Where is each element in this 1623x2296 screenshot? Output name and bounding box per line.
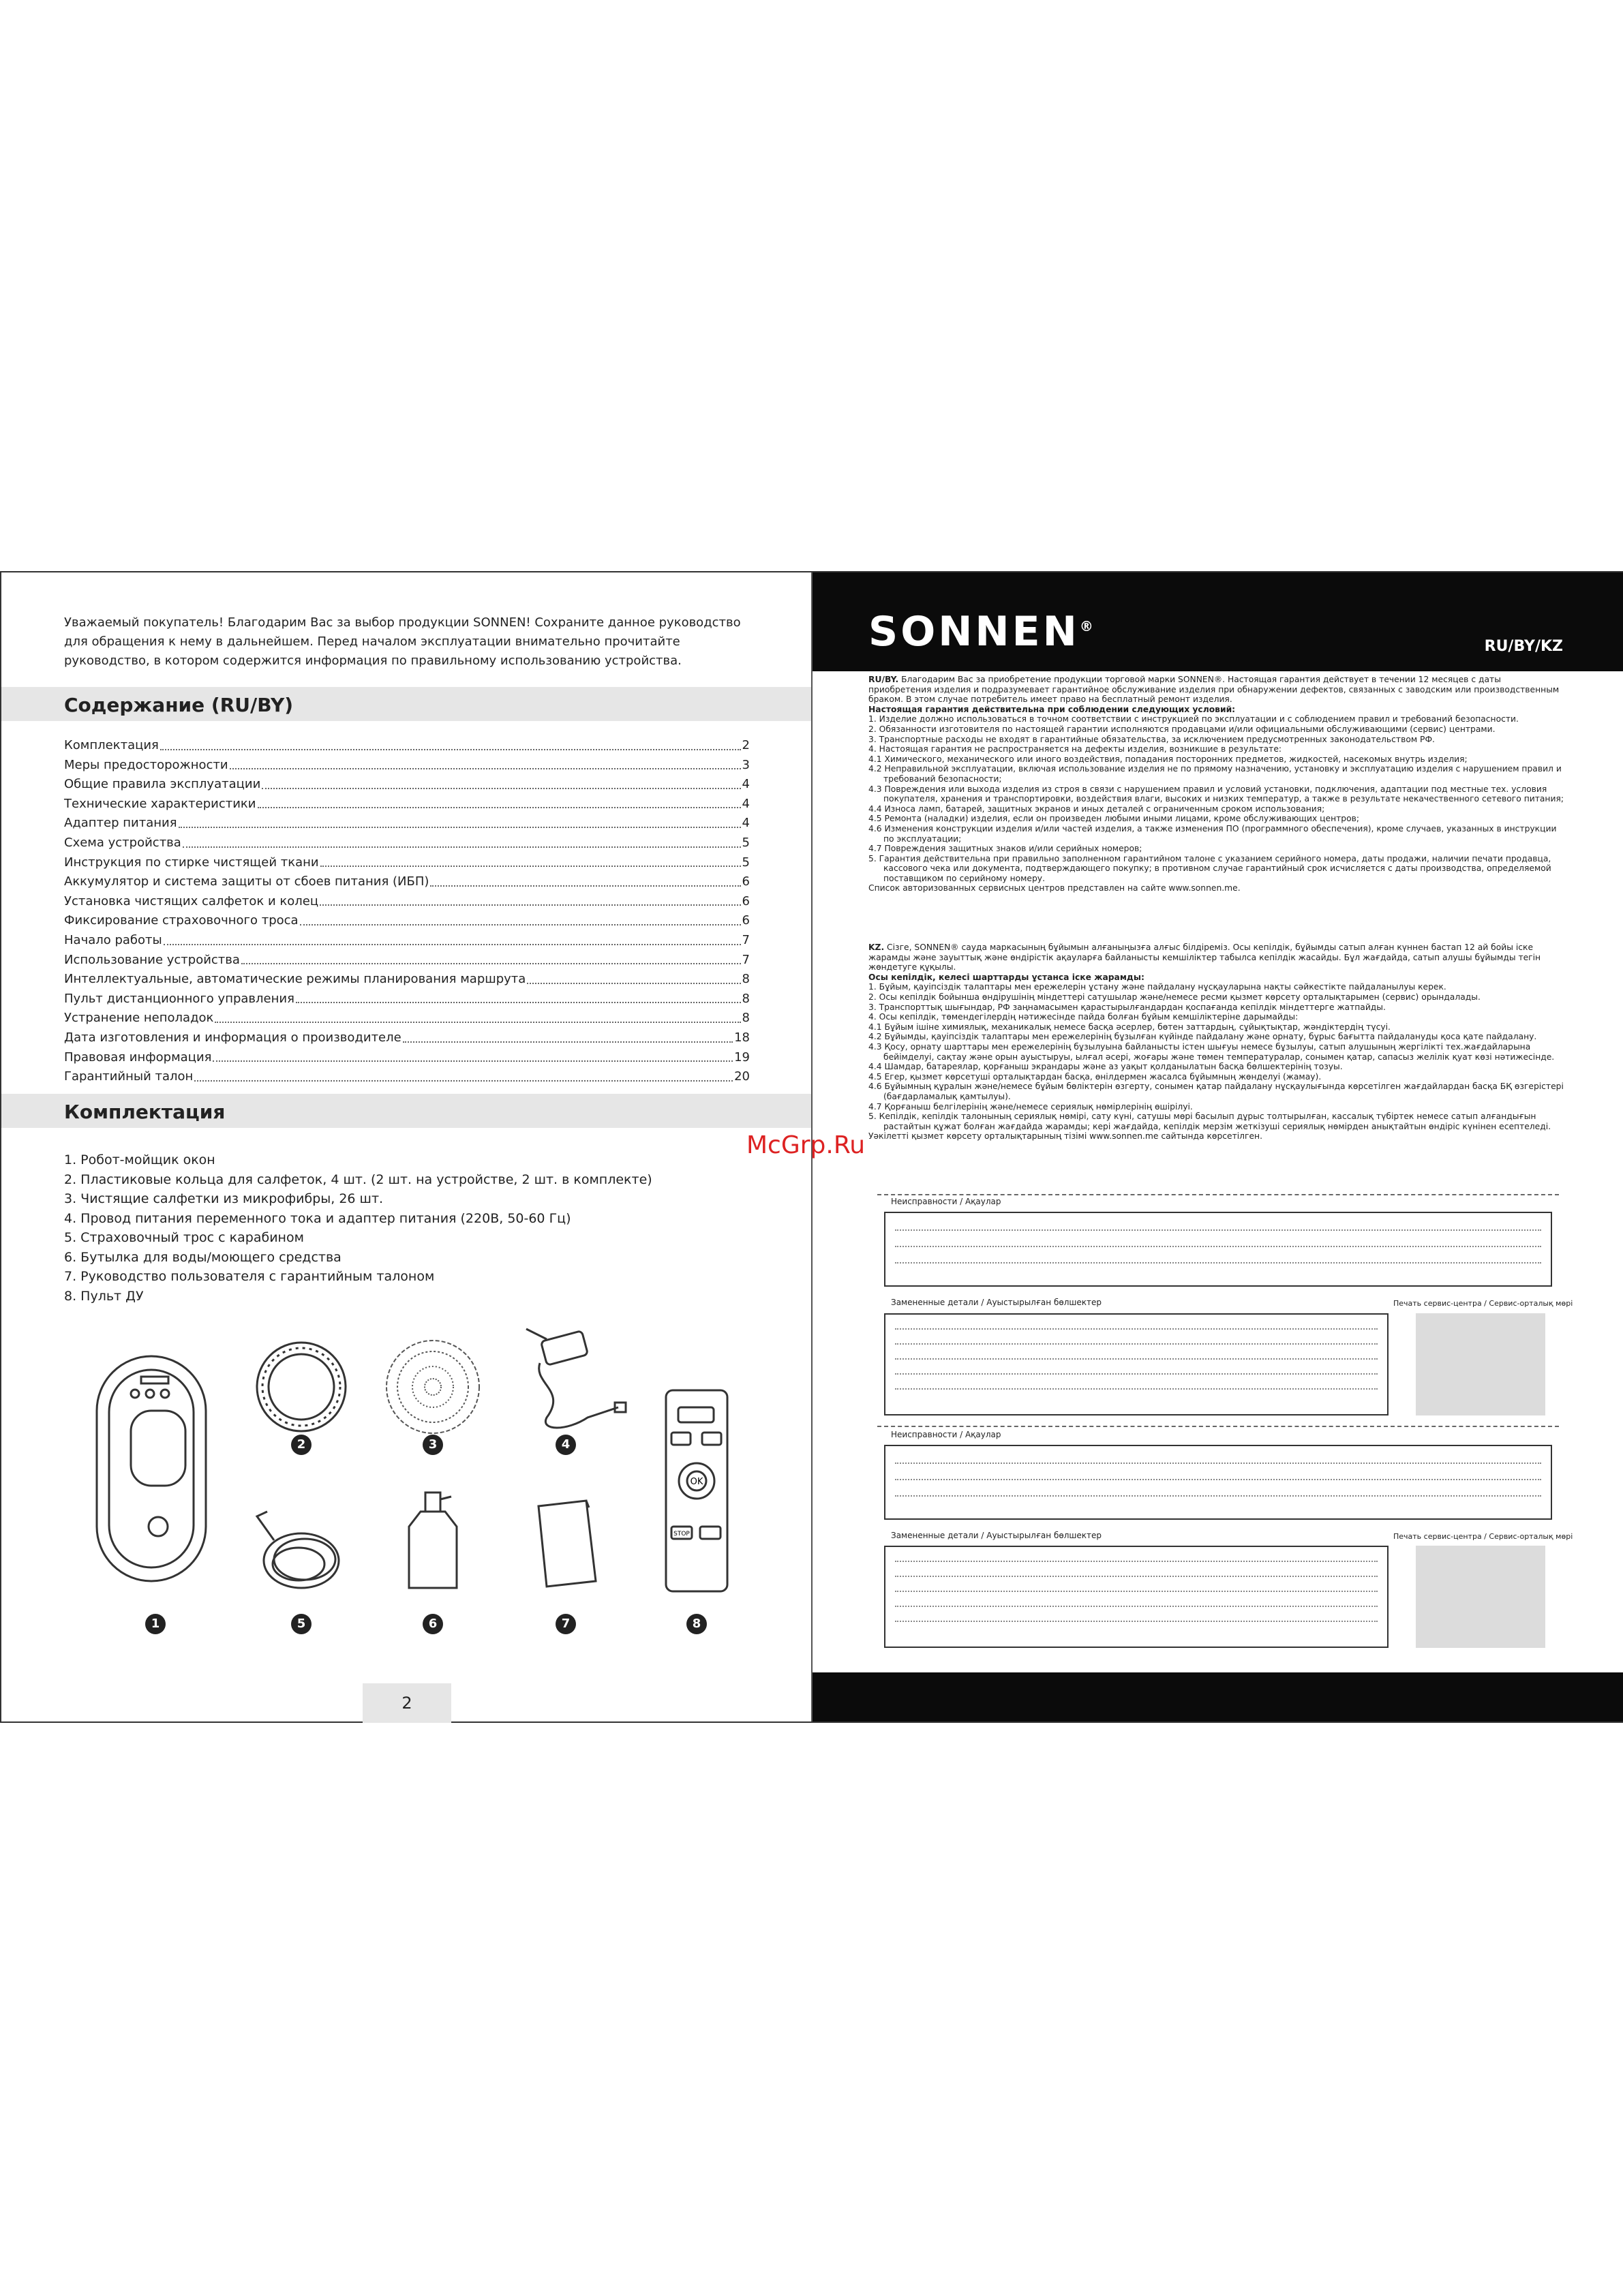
toc-entry-page: 2 [742,738,750,752]
warranty-clause: 4.3 Қосу, орнату шарттары мен ережелерінің бұзылуына байланысты істен шығуы немесе бұзылуы, сатып алушының жергілікті тех.жағдайларына бейімделуі, сақтау және орын ауыстыруы, ылғал әсері, жоғары және төмен температуралар, сонымен қатар, сапасыз желілік қуат көзі нәтижесінде. [868,1041,1555,1062]
toc-entry-title: Пульт дистанционного управления [64,991,294,1006]
right-page [813,572,1623,1721]
remote-ok-label: OK [690,1477,703,1487]
toc-entry-title: Схема устройства [64,835,181,850]
kit-item: 7. Руководство пользователя с гарантийным талоном [64,1269,435,1284]
toc-entry-title: Фиксирование страховочного троса [64,913,299,928]
kit-item: 5. Страховочный трос с карабином [64,1230,304,1245]
microfiber-cloth-illustration [386,1341,479,1433]
toc-entry-title: Комплектация [64,738,159,752]
toc-entry-title: Общие правила эксплуатации [64,777,261,792]
brand-logo: SONNEN® [868,608,1093,656]
warranty-clause: 5. Кепілдік, кепілдік талонының сериялық нөмірі, сату күні, сатушы мөрі басылып дұрыс толтырылған, кассалық түбіртек немесе сатып алғандығын растайтын құжат болған жағдайда жарамды; кері жағдайда, кепілдік мерзім жеткізуші сериялық нөмірден анықтайтын өндіріс күнінен есептеледі. [868,1112,1551,1131]
replaced-parts-box [884,1313,1389,1415]
warranty-clause: 4. Настоящая гарантия не распространяется на дефекты изделия, возникшие в результате: [868,744,1282,754]
warranty-clause: 4.1 Химического, механического или иного воздействия, попадания посторонних предметов, жидкостей, насекомых внутрь изделия; [868,754,1468,764]
warranty-clause: 4.4 Износа ламп, батарей, защитных экранов и иных деталей с ограниченным сроком использования; [868,803,1325,814]
spray-bottle-illustration [409,1493,457,1588]
stamp-area [1416,1313,1545,1415]
item-number-4: 4 [556,1435,576,1455]
language-code: RU/BY/KZ [1484,638,1563,655]
page-number: 2 [363,1683,451,1723]
cut-line [877,1426,1559,1427]
warranty-kz: KZ. Сізге, SONNEN® сауда маркасының бұйымын алғаныңызға алғыс білдіреміз. Осы кепілдік, бұйымды сатып алған күннен бастап 12 ай бойы іске жарамды және зауыттық және өндірістік ақауларға байланысты кемшіліктер табылса кепілдік жасайды. Бұл жағдайда, сатып алушы бұйымды тегін жөндетуге құқылы. Осы кепілдік, келесі шарттарды ұстанса іске жарамды: 1. Бұйым, қауіпсіздік талаптары мен ережелерін ұстану және пайдалану нұсқауларына нақты сәйкестікте пайдаланылуы керек. 2. Осы кепілдік бойынша өндірушінің міндеттері сатушылар және/немесе ресми қызмет көрсету орталықтарымен (сервис) орындалады. 3. Транспорттық шығындар, РФ заңнамасымен қарастырылғандардан қоспағанда кепілдік міндеттерге жатпайды. 4. Осы кепілдік, төмендегілердің нәтижесінде пайда болған бұйым кемшіліктеріне дарымайды: 4.1 Бұйым ішіне химиялық, механикалық немесе басқа әсерлер, бөтен заттардың, сұйықтықтар, жәндіктердің түсуі. 4.2 Бұйымды, қауіпсіздік талаптары мен ережелерінің бұзылған күйінде пайдалану және орнату, бұрыс бағытта пайдалануды қоса қате пайдалану. 4.3 Қосу, орнату шарттары мен ережелерінің бұзылуына байланысты істен шығуы немесе бұзылуы, сатып алушының жергілікті тех.жағдайларына бейімделуі, сақтау және орын ауыстыруы, ылғал әсері, жоғары және төмен температуралар, сонымен қатар, сапасыз желілік қуат көзі нәтижесінде. 4.4 Шамдар, батареялар, қорғаныш экрандары және аз уақыт қолданылатын басқа бөлшектерінің тозуы. 4.5 Егер, қызмет көрсетуші орталықтардан басқа, өнілдермен жасалса бұйымның жөнделуі (жамау). 4.6 Бұйымның құралын және/немесе бұйым бөліктерін өзгерту, сонымен қатар пайдалану нұсқаулығында көрсетілген жағдайлардан басқа БҚ өзгерістері (бағдарламалық қамтылуы). 4.7 Қорғаныш белгілерінің және/немесе сериялық нөмірлерінің өшірілуі. 5. Кепілдік, кепілдік талонының сериялық нөмірі, сату күні, сатушы мөрі басылып дұрыс толтырылған, кассалық түбіртек немесе сатып алғандығын растайтын құжат болған жағдайда жарамды; кері жағдайда, кепілдік мерзім жеткізуші сериялық нөмірден анықтайтын өндіріс күнінен есептеледі. Уәкілетті қызмет көрсету орталықтарының тізімі www.sonnen.me сайтында көрсетілген. [868,943,1565,1142]
toc-entry-title: Дата изготовления и информация о производителе [64,1030,401,1045]
toc-entry-page: 5 [742,855,750,870]
toc-entry-title: Интеллектуальные, автоматические режимы планирования маршрута [64,972,526,987]
toc-entry-page: 18 [734,1030,750,1045]
toc-entry-title: Установка чистящих салфеток и колец [64,893,319,908]
item-number-7: 7 [556,1614,576,1634]
warranty-clause: 4.1 Бұйым ішіне химиялық, механикалық немесе басқа әсерлер, бөтен заттардың, сұйықтықтар, жәндіктердің түсуі. [868,1022,1391,1032]
toc-entry-page: 4 [742,796,750,811]
faults-box [884,1212,1552,1287]
kit-item: 3. Чистящие салфетки из микрофибры, 26 шт. [64,1191,384,1206]
toc-entry-page: 5 [742,835,750,850]
toc-entry-title: Меры предосторожности [64,757,228,772]
kit-item: 1. Робот-мойщик окон [64,1152,215,1167]
item-number-6: 6 [423,1614,443,1634]
plastic-ring-illustration [257,1343,346,1431]
power-adapter-illustration [526,1329,626,1428]
stamp-label: Печать сервис-центра / Сервис-орталық мөрі [1393,1299,1573,1308]
warranty-ru: RU/BY. Благодарим Вас за приобретение продукции торговой марки SONNEN®. Настоящая гарантия действует в течении 12 месяцев с даты приобретения изделия и подразумевает гарантийное обслуживание изделия при обнаружении дефектов, связанных с заводским или производственным браком. В этом случае потребитель имеет право на бесплатный ремонт изделия. Настоящая гарантия действительна при соблюдении следующих условий: 1. Изделие должно использоваться в точном соответствии с инструкцией по эксплуатации и с соблюдением правил и требований безопасности. 2. Обязанности изготовителя по настоящей гарантии исполняются продавцами и/или официальными обслуживающими (сервис) центрами. 3. Транспортные расходы не входят в гарантийные обязательства, за исключением предусмотренных законодательством РФ. 4. Настоящая гарантия не распространяется на дефекты изделия, возникшие в результате: 4.1 Химического, механического или иного воздействия, попадания посторонних предметов, жидкостей, насекомых внутрь изделия; 4.2 Неправильной эксплуатации, включая использование изделия не по прямому назначению, установку и эксплуатацию изделия с нарушением правил и требований безопасности; 4.3 Повреждения или выхода изделия из строя в связи с нарушением правил и условий установки, подключения, адаптации под местные тех. условия покупателя, хранения и транспортировки, воздействия влаги, высоких и низких температур, а также в результате некачественного сетевого питания; 4.4 Износа ламп, батарей, защитных экранов и иных деталей с ограниченным сроком использования; 4.5 Ремонта (наладки) изделия, если он произведен любыми иными лицами, кроме обслуживающих центров; 4.6 Изменения конструкции изделия и/или частей изделия, а также изменения ПО (программного обеспечения), кроме случаев, указанных в инструкции по эксплуатации; 4.7 Повреждения защитных знаков и/или серийных номеров; 5. Гарантия действительна при правильно заполненном гарантийном талоне с указанием серийного номера, даты продажи, наличии печати продавца, кассового чека или документа, подтверждающего покупку; в противном случае гарантийный срок исчисляется с даты производства, определяемой поставщиком по серийному номеру. Список авторизованных сервисных центров представлен на сайте www.sonnen.me. [868,675,1564,893]
kit-illustrations [1,572,811,1724]
warranty-clause: 4.6 Изменения конструкции изделия и/или частей изделия, а также изменения ПО (программного обеспечения), кроме случаев, указанных в инструкции по эксплуатации; [868,823,1557,844]
warranty-clause: 4.5 Ремонта (наладки) изделия, если он произведен любыми иными лицами, кроме обслуживающих центров; [868,814,1360,824]
toc-entry-page: 6 [742,913,750,928]
safety-rope-illustration [257,1512,339,1588]
warranty-clause: 4.2 Неправильной эксплуатации, включая использование изделия не по прямому назначению, установку и эксплуатацию изделия с нарушением правил и требований безопасности; [868,764,1562,784]
replaced-parts-box [884,1546,1389,1648]
replaced-parts-label: Замененные детали / Ауыстырылған бөлшектер [891,1531,1102,1540]
warranty-clause: 1. Бұйым, қауіпсіздік талаптары мен ережелерін ұстану және пайдалану нұсқауларына нақты сәйкестікте пайдаланылуы керек. [868,982,1446,992]
warranty-clause: Список авторизованных сервисных центров представлен на сайте www.sonnen.me. [868,883,1241,893]
toc-entry-page: 19 [734,1050,750,1065]
item-number-1: 1 [145,1614,166,1634]
item-number-8: 8 [686,1614,707,1634]
toc-entry-title: Использование устройства [64,952,240,967]
kit-item: 4. Провод питания переменного тока и адаптер питания (220В, 50-60 Гц) [64,1210,571,1226]
warranty-clause: 1. Изделие должно использоваться в точном соответствии с инструкцией по эксплуатации и с соблюдением правил и требований безопасности. [868,714,1519,724]
warranty-clause: 3. Транспорттық шығындар, РФ заңнамасымен қарастырылғандардан қоспағанда кепілдік міндеттерге жатпайды. [868,1002,1386,1012]
toc-entry-page: 4 [742,777,750,792]
warranty-clause: 2. Обязанности изготовителя по настоящей гарантии исполняются продавцами и/или официальными обслуживающими (сервис) центрами. [868,724,1496,734]
toc-title: Содержание (RU/BY) [64,694,294,716]
stamp-area [1416,1546,1545,1648]
toc-entry-title: Устранение неполадок [64,1011,214,1026]
brand-footer [813,1672,1623,1721]
warranty-clause: 4.2 Бұйымды, қауіпсіздік талаптары мен ережелерінің бұзылған күйінде пайдалану және орнату, бұрыс бағытта пайдалануды қоса қате пайдалану. [868,1032,1537,1042]
robot-window-cleaner-illustration [97,1356,206,1581]
kit-item: 8. Пульт ДУ [64,1288,144,1304]
toc-entry-title: Аккумулятор и система защиты от сбоев питания (ИБП) [64,874,429,889]
warranty-clause: 2. Осы кепілдік бойынша өндірушінің міндеттері сатушылар және/немесе ресми қызмет көрсету орталықтарымен (сервис) орындалады. [868,992,1481,1002]
kit-title: Комплектация [64,1101,226,1123]
warranty-clause: 3. Транспортные расходы не входят в гарантийные обязательства, за исключением предусмотренных законодательством РФ. [868,734,1435,744]
toc-entry-title: Правовая информация [64,1050,212,1065]
toc-entry-page: 20 [734,1069,750,1084]
toc-entry-page: 3 [742,757,750,772]
kit-item: 6. Бутылка для воды/моющего средства [64,1249,342,1265]
warranty-clause: 4.7 Повреждения защитных знаков и/или серийных номеров; [868,844,1142,854]
toc-entry-title: Адаптер питания [64,816,177,831]
toc-entry-title: Технические характеристики [64,796,256,811]
item-number-5: 5 [291,1614,312,1634]
toc-entry-title: Начало работы [64,932,162,947]
warranty-clause: 4.7 Қорғаныш белгілерінің және/немесе сериялық нөмірлерінің өшірілуі. [868,1101,1193,1112]
toc-entry-page: 8 [742,972,750,987]
left-page [1,572,813,1721]
cut-line [877,1194,1559,1195]
warranty-clause: 4.5 Егер, қызмет көрсетуші орталықтардан басқа, өнілдермен жасалса бұйымның жөнделуі (жамау). [868,1071,1322,1082]
toc-entry-page: 6 [742,893,750,908]
replaced-parts-label: Замененные детали / Ауыстырылған бөлшектер [891,1298,1102,1307]
watermark: McGrp.Ru [746,1131,866,1159]
remote-control-illustration [666,1390,727,1591]
toc-entry-title: Инструкция по стирке чистящей ткани [64,855,319,870]
brand-header [813,572,1623,671]
item-number-3: 3 [423,1435,443,1455]
item-number-2: 2 [291,1435,312,1455]
toc-entry-page: 7 [742,952,750,967]
stamp-label: Печать сервис-центра / Сервис-орталық мөрі [1393,1532,1573,1541]
warranty-clause: Уәкілетті қызмет көрсету орталықтарының тізімі www.sonnen.me сайтында көрсетілген. [868,1131,1262,1142]
user-manual-illustration [539,1501,596,1587]
remote-stop-label: STOP [673,1531,690,1537]
toc-entry-page: 8 [742,1011,750,1026]
toc-entry-page: 7 [742,932,750,947]
warranty-clause: 4. Осы кепілдік, төмендегілердің нәтижесінде пайда болған бұйым кемшіліктеріне дарымайды: [868,1012,1299,1022]
faults-box [884,1445,1552,1520]
kit-item: 2. Пластиковые кольца для салфеток, 4 шт. (2 шт. на устройстве, 2 шт. в комплекте) [64,1172,652,1187]
warranty-clause: 5. Гарантия действительна при правильно заполненном гарантийном талоне с указанием серийного номера, даты продажи, наличии печати продавца, кассового чека или документа, подтверждающего покупку; в противном случае гарантийный срок исчисляется с даты производства, определяемой поставщиком по серийному номеру. [868,853,1551,883]
warranty-clause: 4.3 Повреждения или выхода изделия из строя в связи с нарушением правил и условий установки, подключения, адаптации под местные тех. условия покупателя, хранения и транспортировки, воздействия влаги, высоких и низких температур, а также в результате некачественного сетевого питания; [868,784,1564,804]
toc-entry-title: Гарантийный талон [64,1069,194,1084]
warranty-clause: 4.6 Бұйымның құралын және/немесе бұйым бөліктерін өзгерту, сонымен қатар пайдалану нұсқаулығында көрсетілген жағдайлардан басқа БҚ өзгерістері (бағдарламалық қамтылуы). [868,1082,1564,1101]
toc-entry-page: 6 [742,874,750,889]
intro-text: Уважаемый покупатель! Благодарим Вас за выбор продукции SONNEN! Сохраните данное руководство для обращения к нему в дальнейшем. Перед началом эксплуатации внимательно прочитайте руководство, в котором содержится информация по правильному использованию устройства. [64,615,741,668]
toc-entry-page: 8 [742,991,750,1006]
warranty-clause: 4.4 Шамдар, батареялар, қорғаныш экрандары және аз уақыт қолданылатын басқа бөлшектерінің тозуы. [868,1062,1343,1072]
toc-entry-page: 4 [742,816,750,831]
faults-label: Неисправности / Ақаулар [891,1430,1001,1439]
faults-label: Неисправности / Ақаулар [891,1197,1001,1206]
